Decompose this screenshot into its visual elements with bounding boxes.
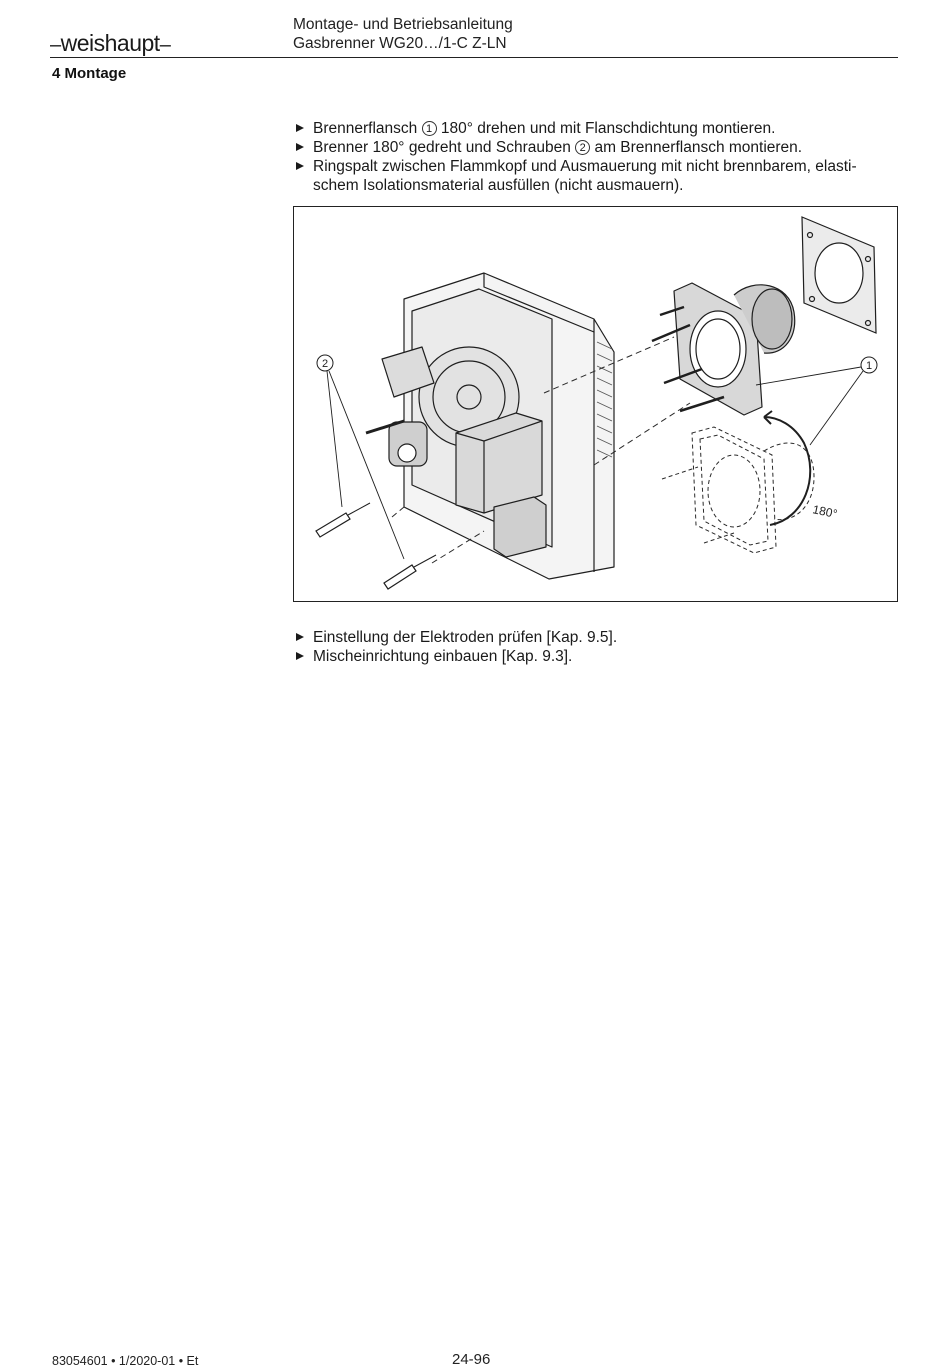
burner-assembly-illustration (294, 207, 897, 601)
callout-2-label: 2 (321, 358, 329, 370)
instruction-list-top (293, 119, 893, 195)
instruction-step: Mischeinrichtung einbauen [Kap. 9.3]. (293, 647, 893, 666)
chapter-heading: 4 Montage (52, 65, 127, 82)
document-number: 83054601 • 1/2020-01 • Et (52, 1354, 199, 1368)
document-title-line1: Montage- und Betriebsanleitung (293, 16, 513, 33)
mounting-figure (293, 206, 898, 602)
instruction-step: Einstellung der Elektroden prüfen [Kap. 9.5]. (293, 628, 893, 647)
step-arrow-icon (296, 633, 304, 641)
weishaupt-logo: –weishaupt– (50, 30, 171, 56)
rotation-label: 180° (811, 502, 839, 522)
callout-ref-2: 2 (575, 140, 590, 155)
callout-ref-1: 1 (422, 121, 437, 136)
step-arrow-icon (296, 162, 304, 170)
page-number: 24-96 (452, 1351, 491, 1368)
callout-1 (756, 357, 877, 445)
document-title (293, 15, 513, 53)
instruction-list-bottom (293, 628, 893, 666)
instruction-step: Brennerflansch 1 180° drehen und mit Flanschdichtung montieren. (293, 119, 893, 138)
header-divider (50, 57, 898, 58)
step-arrow-icon (296, 652, 304, 660)
document-title-line2: Gasbrenner WG20…/1-C Z-LN (293, 35, 507, 52)
callout-1-label: 1 (865, 360, 873, 372)
logo-text: weishaupt (60, 30, 160, 56)
instruction-step: Ringspalt zwischen Flammkopf und Ausmauerung mit nicht brennbarem, elasti- schem Isolationsmaterial ausfüllen (nicht ausmauern). (293, 157, 893, 195)
step-arrow-icon (296, 143, 304, 151)
step-arrow-icon (296, 124, 304, 132)
instruction-step: Brenner 180° gedreht und Schrauben 2 am Brennerflansch montieren. (293, 138, 893, 157)
